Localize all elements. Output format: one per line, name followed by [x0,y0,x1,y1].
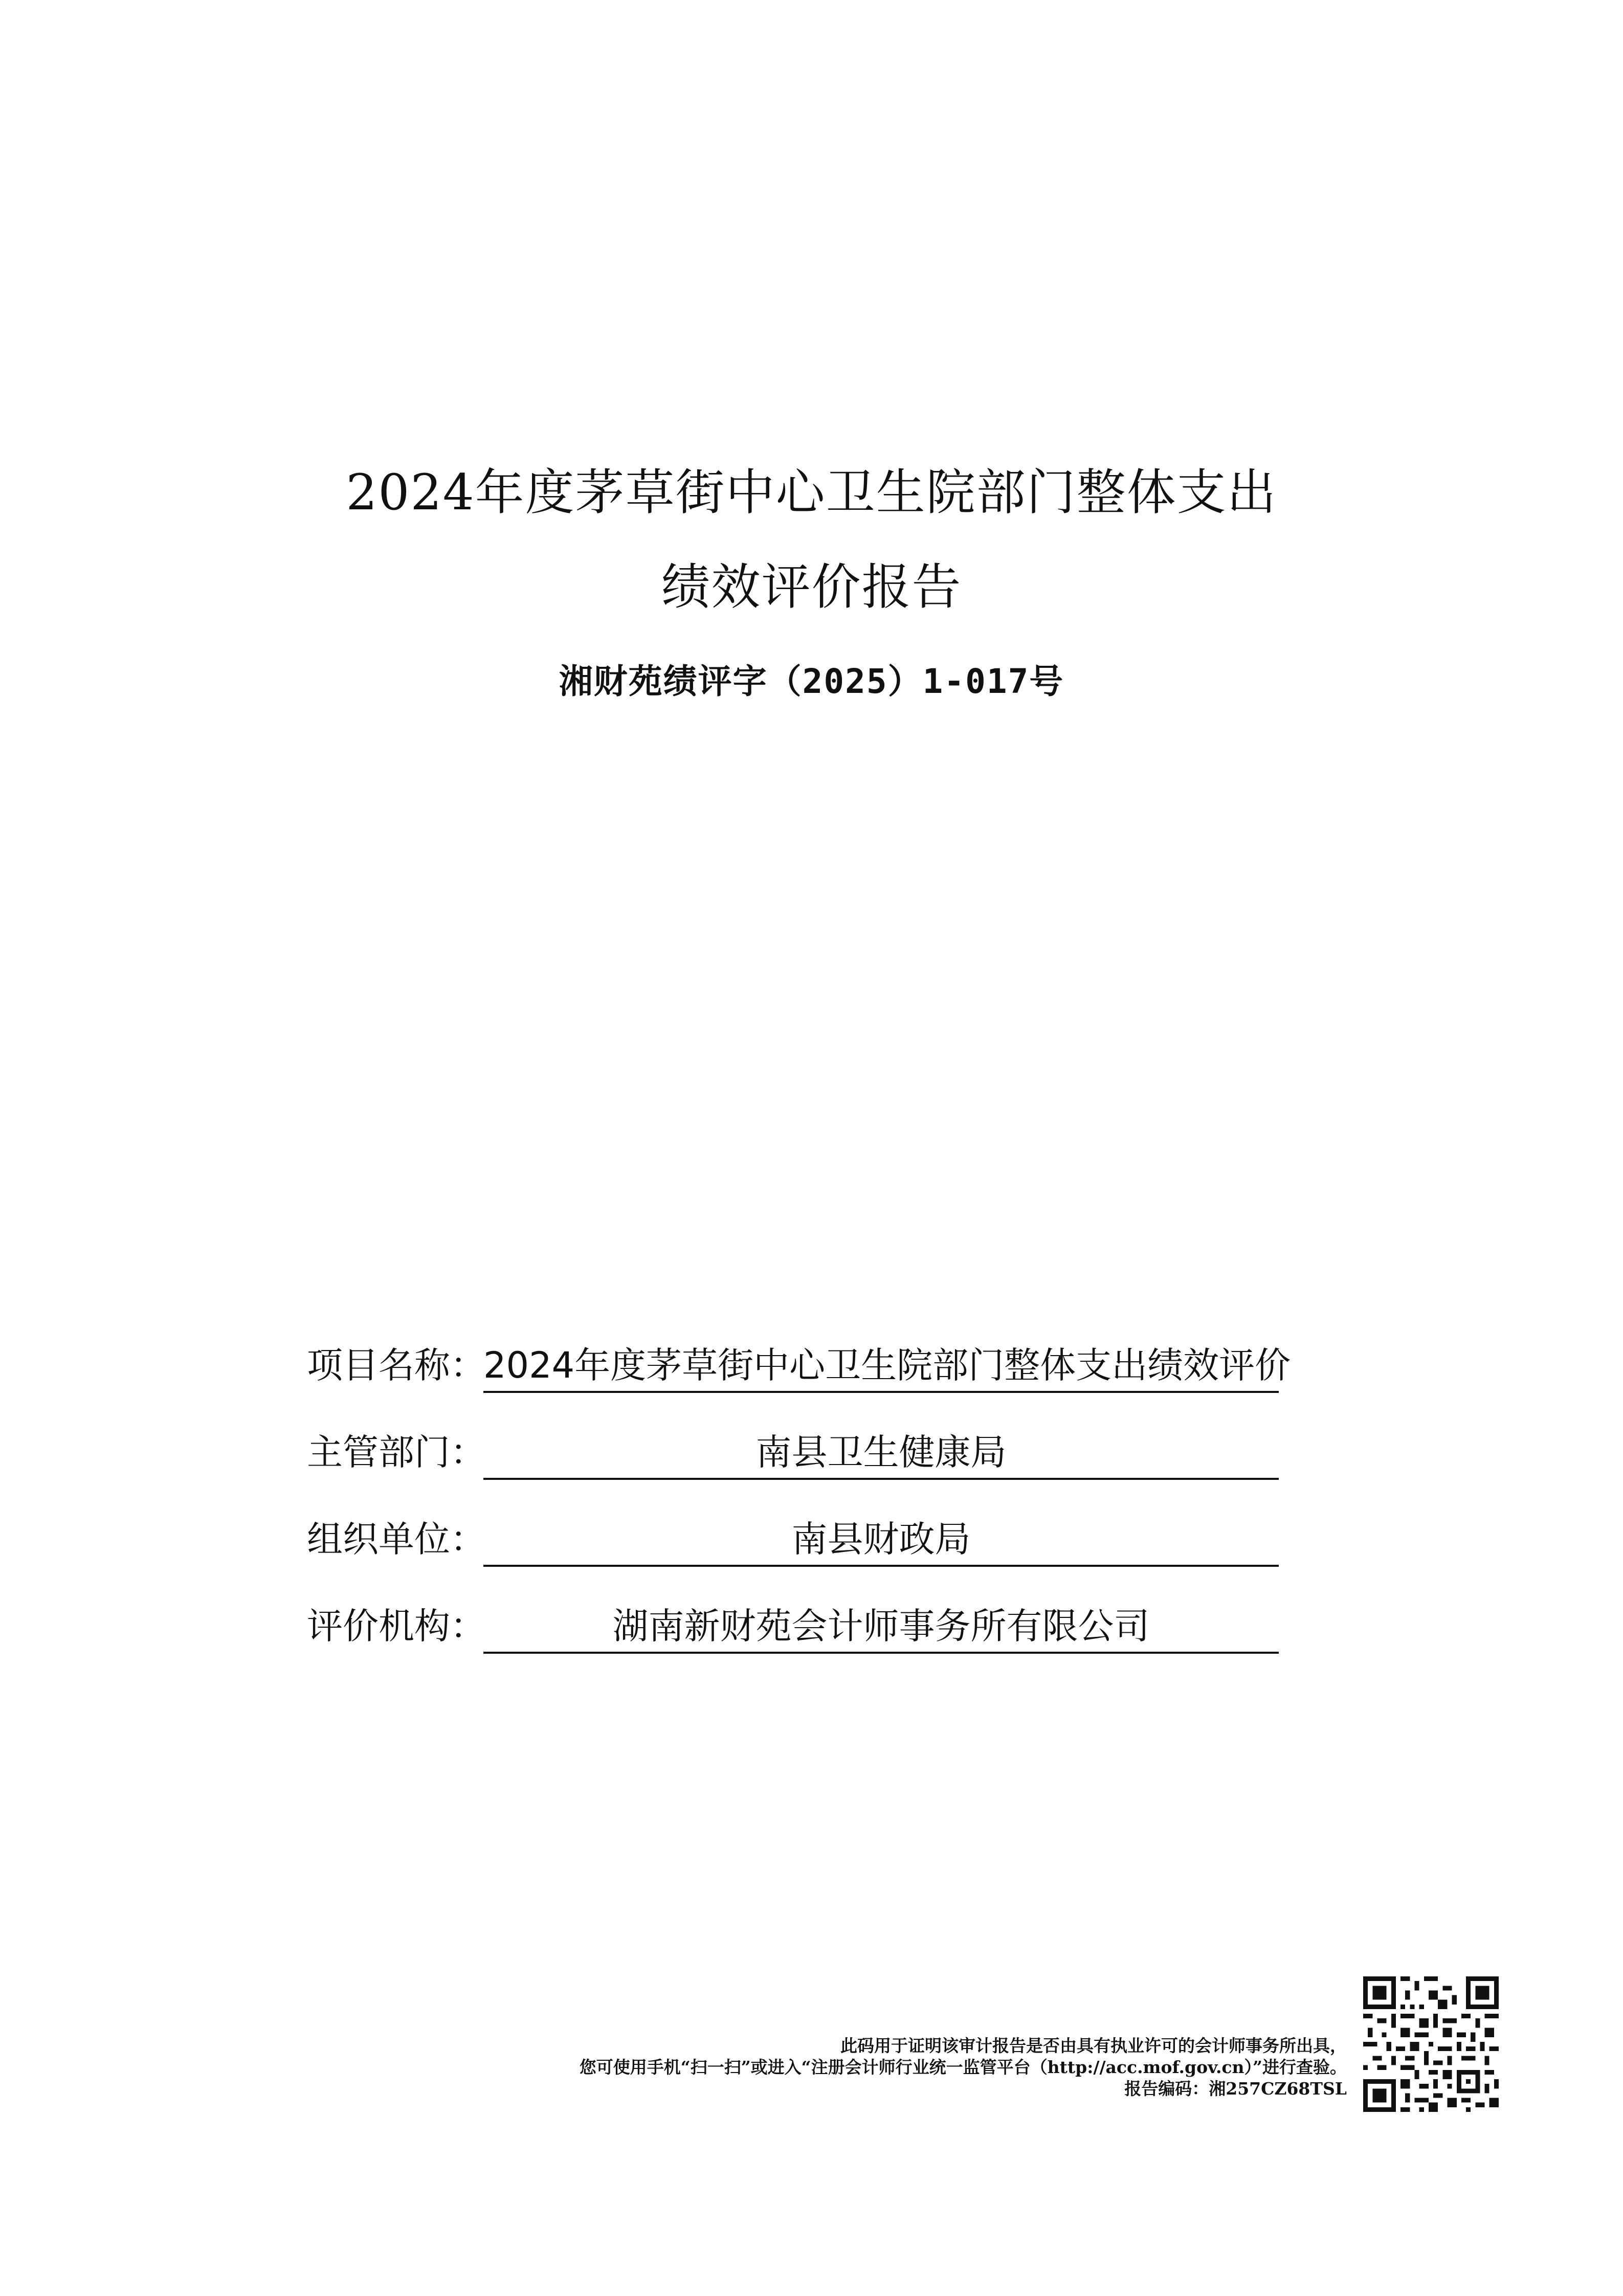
report-title-line-2: 绩效评价报告 [661,558,962,616]
project-name-value: 2024年度茅草街中心卫生院部门整体支出绩效评价 [483,1340,1279,1393]
project-name-row [307,1340,1291,1396]
verification-line-2: 您可使用手机“扫一扫”或进入“注册会计师行业统一监管平台（http://acc.mof.gov.cn）”进行查验。 [579,2057,1347,2077]
organizer-label: 组织单位： [307,1518,486,1560]
project-name-label: 项目名称： [307,1344,486,1386]
verification-notice [324,2035,1347,2100]
department-row [307,1427,1279,1483]
report-title-line-1: 2024年度茅草街中心卫生院部门整体支出 [346,464,1277,521]
agency-value: 湖南新财苑会计师事务所有限公司 [483,1601,1279,1654]
qr-code-icon[interactable] [1363,1976,1499,2112]
verification-line-1: 此码用于证明该审计报告是否由具有执业许可的会计师事务所出具， [840,2036,1347,2056]
department-value: 南县卫生健康局 [483,1427,1279,1480]
agency-label: 评价机构： [307,1605,486,1647]
organizer-value: 南县财政局 [483,1514,1279,1567]
organizer-row [307,1514,1279,1570]
department-label: 主管部门： [307,1431,486,1473]
agency-row [307,1601,1279,1657]
report-code: 报告编码：湘257CZ68TSL [1124,2079,1347,2099]
document-number: 湘财苑绩评字（2025）1-017号 [559,662,1064,701]
